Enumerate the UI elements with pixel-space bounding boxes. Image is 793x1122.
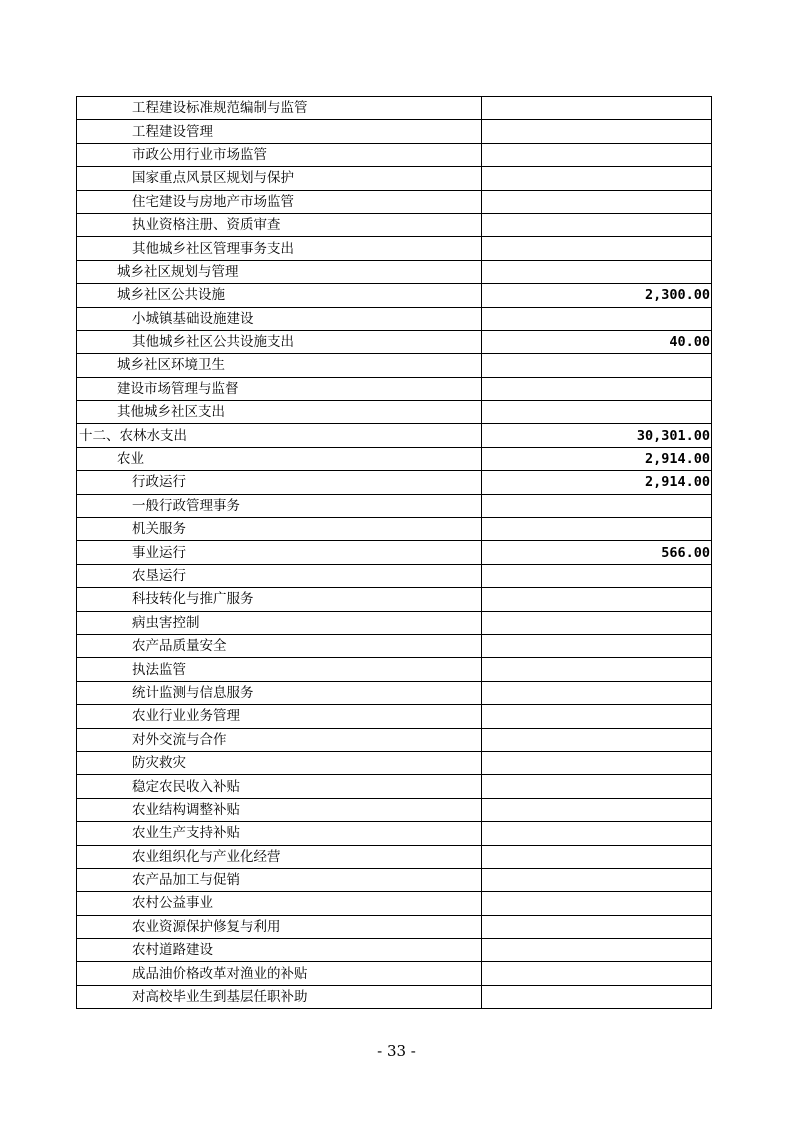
amount-cell (482, 377, 712, 400)
table-row (77, 634, 712, 657)
item-name-cell: 其他城乡社区支出 (77, 401, 482, 424)
table-row (77, 354, 712, 377)
item-name-cell: 农村道路建设 (77, 939, 482, 962)
amount-cell (482, 728, 712, 751)
table-row (77, 939, 712, 962)
item-name-cell: 建设市场管理与监督 (77, 377, 482, 400)
amount-cell (482, 354, 712, 377)
amount-cell (482, 751, 712, 774)
table-row (77, 167, 712, 190)
item-name-cell: 对高校毕业生到基层任职补助 (77, 985, 482, 1008)
amount-cell (482, 868, 712, 891)
amount-cell (482, 634, 712, 657)
item-name-cell: 农业生产支持补贴 (77, 822, 482, 845)
amount-cell (482, 588, 712, 611)
table-row (77, 447, 712, 470)
table-row (77, 728, 712, 751)
table-row (77, 915, 712, 938)
item-name-cell: 其他城乡社区管理事务支出 (77, 237, 482, 260)
item-name-cell: 国家重点风景区规划与保护 (77, 167, 482, 190)
item-name-cell: 城乡社区公共设施 (77, 284, 482, 307)
item-name-cell: 病虫害控制 (77, 611, 482, 634)
table-row (77, 471, 712, 494)
table-row (77, 190, 712, 213)
amount-cell (482, 705, 712, 728)
item-name-cell: 农业行业业务管理 (77, 705, 482, 728)
item-name-cell: 农业 (77, 447, 482, 470)
amount-cell (482, 260, 712, 283)
table-row (77, 260, 712, 283)
table-row (77, 751, 712, 774)
amount-cell (482, 681, 712, 704)
item-name-cell: 农村公益事业 (77, 892, 482, 915)
item-name-cell: 农业资源保护修复与利用 (77, 915, 482, 938)
table-row (77, 822, 712, 845)
amount-cell (482, 775, 712, 798)
table-row (77, 237, 712, 260)
amount-cell (482, 237, 712, 260)
amount-cell (482, 564, 712, 587)
table-row (77, 307, 712, 330)
item-name-cell: 其他城乡社区公共设施支出 (77, 330, 482, 353)
item-name-cell: 农垦运行 (77, 564, 482, 587)
table-row (77, 377, 712, 400)
table-row (77, 798, 712, 821)
item-name-cell: 农产品质量安全 (77, 634, 482, 657)
amount-cell (482, 97, 712, 120)
table-row (77, 518, 712, 541)
item-name-cell: 稳定农民收入补贴 (77, 775, 482, 798)
item-name-cell: 科技转化与推广服务 (77, 588, 482, 611)
amount-cell: 2,300.00 (482, 284, 712, 307)
table-row (77, 611, 712, 634)
item-name-cell: 农产品加工与促销 (77, 868, 482, 891)
table-row (77, 564, 712, 587)
amount-cell: 2,914.00 (482, 447, 712, 470)
item-name-cell: 事业运行 (77, 541, 482, 564)
item-name-cell: 十二、农林水支出 (77, 424, 482, 447)
table-row (77, 330, 712, 353)
table-row (77, 845, 712, 868)
table-row (77, 424, 712, 447)
table-row (77, 401, 712, 424)
item-name-cell: 城乡社区环境卫生 (77, 354, 482, 377)
item-name-cell: 市政公用行业市场监管 (77, 143, 482, 166)
amount-cell (482, 658, 712, 681)
item-name-cell: 小城镇基础设施建设 (77, 307, 482, 330)
table-row (77, 97, 712, 120)
amount-cell (482, 962, 712, 985)
amount-cell: 30,301.00 (482, 424, 712, 447)
table-row (77, 775, 712, 798)
table-row (77, 892, 712, 915)
item-name-cell: 执法监管 (77, 658, 482, 681)
table-row (77, 541, 712, 564)
amount-cell (482, 798, 712, 821)
table-row (77, 588, 712, 611)
item-name-cell: 成品油价格改革对渔业的补贴 (77, 962, 482, 985)
page-number: - 33 - (377, 1042, 416, 1060)
item-name-cell: 工程建设管理 (77, 120, 482, 143)
budget-table-body (77, 97, 712, 1009)
amount-cell (482, 611, 712, 634)
amount-cell (482, 190, 712, 213)
amount-cell (482, 822, 712, 845)
table-row (77, 284, 712, 307)
table-row (77, 962, 712, 985)
amount-cell (482, 939, 712, 962)
item-name-cell: 对外交流与合作 (77, 728, 482, 751)
amount-cell (482, 985, 712, 1008)
item-name-cell: 统计监测与信息服务 (77, 681, 482, 704)
amount-cell (482, 518, 712, 541)
table-row (77, 658, 712, 681)
table-row (77, 494, 712, 517)
amount-cell (482, 845, 712, 868)
table-row (77, 681, 712, 704)
item-name-cell: 住宅建设与房地产市场监管 (77, 190, 482, 213)
table-row (77, 985, 712, 1008)
table-row (77, 705, 712, 728)
amount-cell (482, 167, 712, 190)
item-name-cell: 机关服务 (77, 518, 482, 541)
item-name-cell: 一般行政管理事务 (77, 494, 482, 517)
amount-cell (482, 120, 712, 143)
item-name-cell: 防灾救灾 (77, 751, 482, 774)
item-name-cell: 工程建设标准规范编制与监管 (77, 97, 482, 120)
amount-cell: 2,914.00 (482, 471, 712, 494)
table-row (77, 120, 712, 143)
amount-cell (482, 307, 712, 330)
table-row (77, 868, 712, 891)
amount-cell (482, 143, 712, 166)
amount-cell (482, 892, 712, 915)
item-name-cell: 执业资格注册、资质审查 (77, 213, 482, 236)
item-name-cell: 农业组织化与产业化经营 (77, 845, 482, 868)
item-name-cell: 行政运行 (77, 471, 482, 494)
item-name-cell: 城乡社区规划与管理 (77, 260, 482, 283)
budget-table (76, 96, 712, 1009)
amount-cell: 40.00 (482, 330, 712, 353)
amount-cell: 566.00 (482, 541, 712, 564)
table-row (77, 213, 712, 236)
amount-cell (482, 915, 712, 938)
amount-cell (482, 494, 712, 517)
amount-cell (482, 401, 712, 424)
item-name-cell: 农业结构调整补贴 (77, 798, 482, 821)
table-row (77, 143, 712, 166)
amount-cell (482, 213, 712, 236)
